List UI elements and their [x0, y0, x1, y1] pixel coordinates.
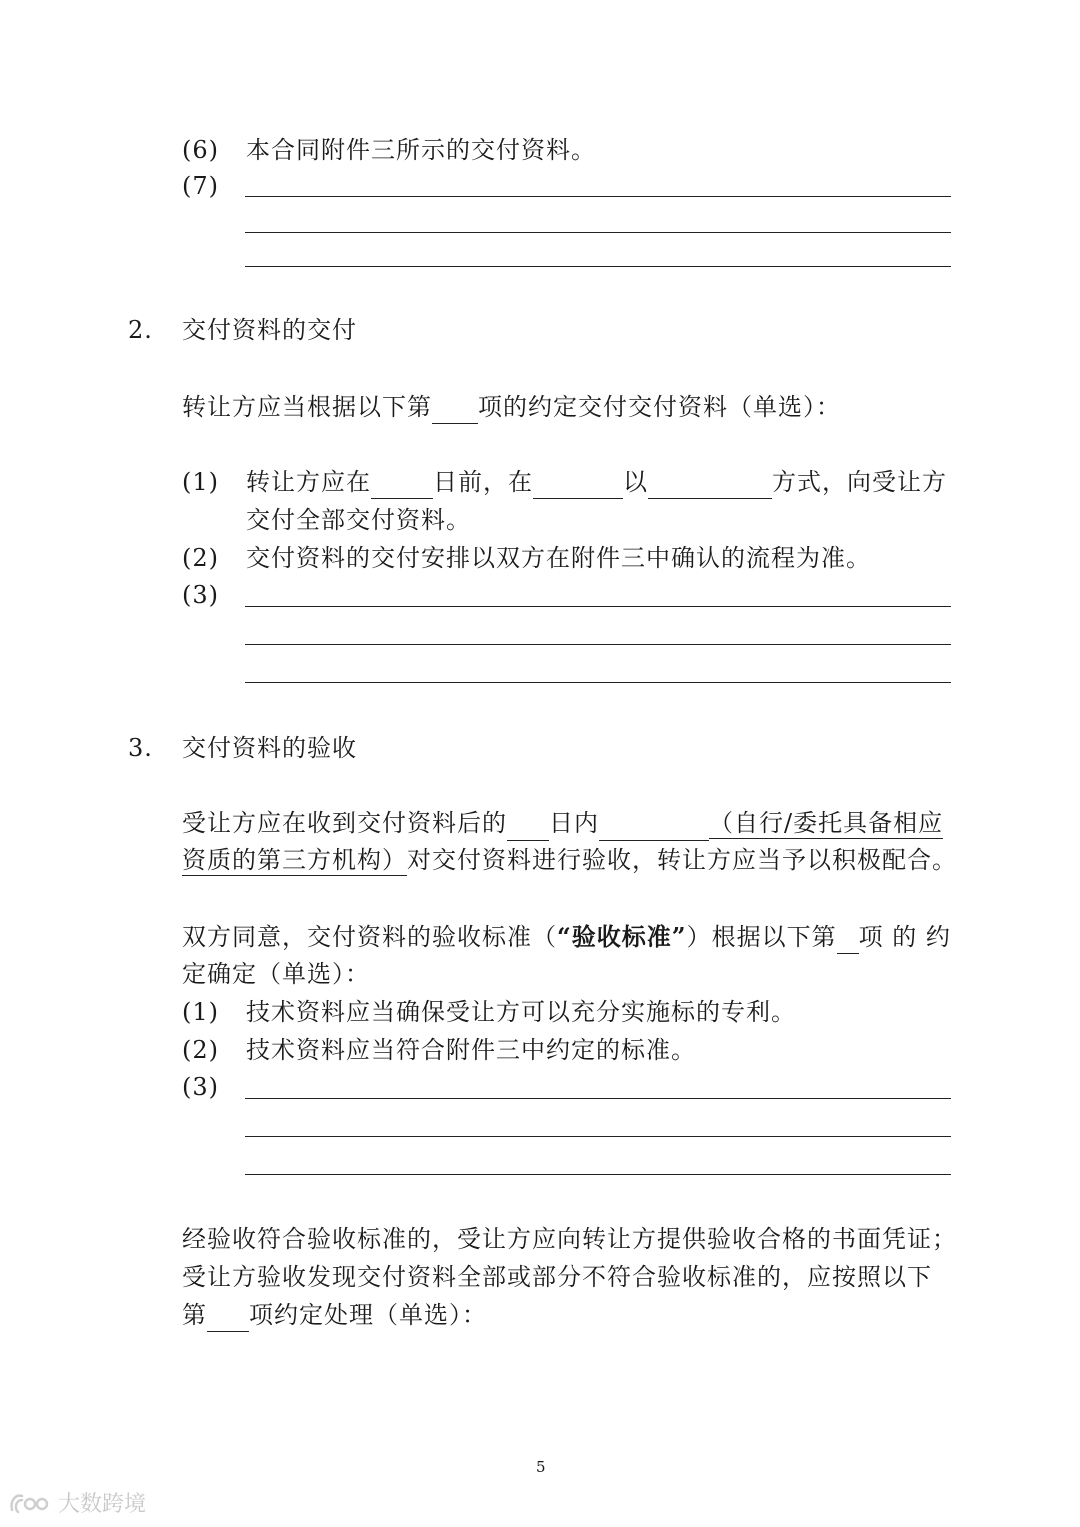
blank-field	[432, 397, 478, 424]
blank-field	[371, 472, 433, 499]
fill-in-line	[245, 1174, 951, 1175]
list-number: (3)	[182, 581, 219, 609]
list-number: (2)	[182, 1036, 219, 1064]
watermark-text: 大数跨境	[58, 1492, 147, 1517]
list-item-text: 技术资料应当符合附件三中约定的标准。	[246, 1036, 696, 1064]
fill-in-line	[245, 232, 951, 233]
blank-field	[837, 927, 859, 954]
blank-field	[207, 1305, 249, 1332]
fill-in-line	[245, 266, 951, 267]
list-number: (1)	[182, 468, 219, 496]
list-number: (7)	[182, 172, 219, 200]
section-heading: 交付资料的验收	[182, 734, 357, 762]
fill-in-line	[245, 644, 951, 645]
list-number: (3)	[182, 1073, 219, 1101]
list-item-text: 技术资料应当确保受让方可以充分实施标的专利。	[246, 998, 796, 1026]
list-item-text: 交付全部交付资料。	[246, 506, 471, 534]
list-item-text: 转让方应在 日前，在 以 方式，向受让方	[246, 465, 947, 499]
blank-field	[533, 472, 623, 499]
paragraph: 经验收符合验收标准的，受让方应向转让方提供验收合格的书面凭证；	[182, 1225, 957, 1253]
watermark	[8, 1487, 146, 1518]
defined-term: “验收标准”	[557, 922, 687, 951]
fill-in-line	[245, 1098, 951, 1099]
list-number: (2)	[182, 544, 219, 572]
blank-field	[599, 814, 709, 841]
section-heading: 交付资料的交付	[182, 316, 357, 344]
fill-in-line	[245, 196, 951, 197]
watermark-logo-icon	[8, 1490, 52, 1516]
fill-in-line	[245, 682, 951, 683]
paragraph: 双方同意，交付资料的验收标准（“验收标准”）根据以下第 项 的 约	[182, 920, 951, 954]
list-number: (1)	[182, 998, 219, 1026]
page-number: 5	[536, 1458, 546, 1476]
fill-in-line	[245, 1136, 951, 1137]
fill-in-line	[245, 606, 951, 607]
paragraph: 定确定（单选）：	[182, 960, 370, 988]
list-item-text: 交付资料的交付安排以双方在附件三中确认的流程为准。	[246, 544, 871, 572]
paragraph: 受让方应在收到交付资料后的 日内 （自行/委托具备相应	[182, 806, 943, 841]
blank-field	[648, 472, 772, 499]
paragraph: 转让方应当根据以下第 项的约定交付交付资料（单选）：	[182, 390, 841, 424]
paragraph: 资质的第三方机构）对交付资料进行验收，转让方应当予以积极配合。	[182, 846, 957, 874]
section-number: 2.	[128, 316, 153, 344]
list-number: (6)	[182, 136, 219, 164]
section-number: 3.	[128, 734, 153, 762]
paragraph: 第 项约定处理（单选）：	[182, 1298, 487, 1332]
list-item-text: 本合同附件三所示的交付资料。	[246, 136, 596, 164]
blank-field	[507, 814, 549, 841]
paragraph: 受让方验收发现交付资料全部或部分不符合验收标准的，应按照以下	[182, 1263, 932, 1291]
